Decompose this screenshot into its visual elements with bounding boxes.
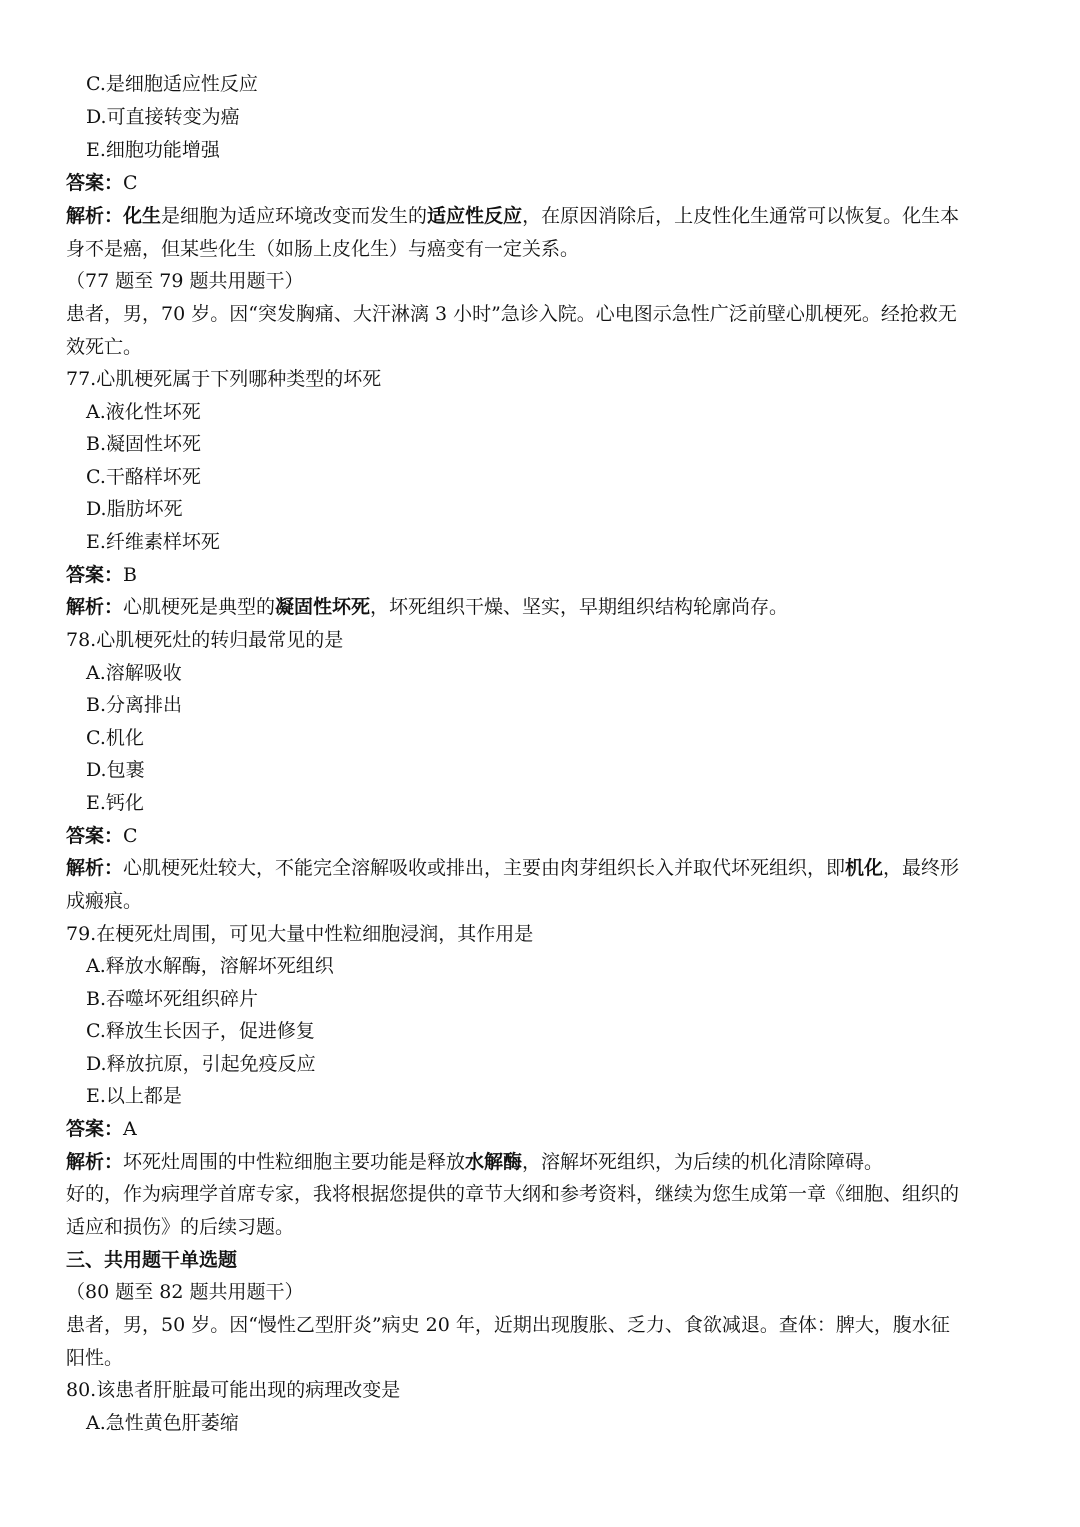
keyword: 化生 <box>123 205 162 227</box>
answer-label: 答案： <box>66 564 124 586</box>
intro-paragraph-cont: 适应和损伤》的后续习题。 <box>66 1216 295 1238</box>
keyword: 适应性反应 <box>427 205 523 227</box>
q79-stem: 79.在梗死灶周围，可见大量中性粒细胞浸润，其作用是 <box>66 923 534 945</box>
explanation-label: 解析： <box>66 596 124 618</box>
answer-value: C <box>123 172 138 194</box>
q80-option-a: A.急性黄色肝萎缩 <box>86 1412 239 1434</box>
q78-option-a: A.溶解吸收 <box>86 662 182 684</box>
q79-explanation <box>66 1150 1020 1174</box>
q78-answer <box>66 824 1020 848</box>
q80-stem: 80.该患者肝脏最可能出现的病理改变是 <box>66 1379 401 1401</box>
q78-stem: 78.心肌梗死灶的转归最常见的是 <box>66 629 344 651</box>
case-header-77-79: （77 题至 79 题共用题干） <box>66 270 304 292</box>
q78-explanation <box>66 856 1020 880</box>
keyword: 机化 <box>845 857 884 879</box>
q76-answer <box>66 171 1020 195</box>
q79-option-a: A.释放水解酶，溶解坏死组织 <box>86 955 334 977</box>
keyword: 凝固性坏死 <box>275 596 371 618</box>
q76-option-e: E.细胞功能增强 <box>86 139 220 161</box>
case-stem-77-79-cont: 效死亡。 <box>66 336 143 358</box>
explanation-label: 解析： <box>66 1151 124 1173</box>
explanation-text: 心肌梗死是典型的 <box>123 596 276 618</box>
explanation-text: 心肌梗死灶较大，不能完全溶解吸收或排出，主要由肉芽组织长入并取代坏死组织，即 <box>123 857 846 879</box>
q79-option-b: B.吞噬坏死组织碎片 <box>86 988 259 1010</box>
section-title: 三、共用题干单选题 <box>66 1249 238 1271</box>
case-stem-80-82: 患者，男，50 岁。因“慢性乙型肝炎”病史 20 年，近期出现腹胀、乏力、食欲减退。查体：脾大，腹水征 <box>66 1314 950 1336</box>
q77-option-b: B.凝固性坏死 <box>86 433 202 455</box>
q77-option-c: C.干酪样坏死 <box>86 466 201 488</box>
explanation-label: 解析： <box>66 205 124 227</box>
q78-explanation-cont: 成瘢痕。 <box>66 890 143 912</box>
explanation-text: 坏死灶周围的中性粒细胞主要功能是释放 <box>123 1151 466 1173</box>
explanation-label: 解析： <box>66 857 124 879</box>
q76-explanation <box>66 204 1020 228</box>
answer-value: B <box>123 564 137 586</box>
explanation-text: ，最终形 <box>883 857 960 879</box>
q76-explanation-cont: 身不是癌，但某些化生（如肠上皮化生）与癌变有一定关系。 <box>66 238 580 260</box>
q77-option-d: D.脂肪坏死 <box>86 498 183 520</box>
q77-option-e: E.纤维素样坏死 <box>86 531 220 553</box>
answer-label: 答案： <box>66 825 124 847</box>
q77-stem: 77.心肌梗死属于下列哪种类型的坏死 <box>66 368 382 390</box>
answer-label: 答案： <box>66 1118 124 1140</box>
answer-value: A <box>123 1118 137 1140</box>
q79-option-e: E.以上都是 <box>86 1085 182 1107</box>
q79-answer <box>66 1117 1020 1141</box>
explanation-text: ，坏死组织干燥、坚实，早期组织结构轮廓尚存。 <box>370 596 789 618</box>
explanation-text: ，溶解坏死组织，为后续的机化清除障碍。 <box>522 1151 884 1173</box>
explanation-text: ，在原因消除后，上皮性化生通常可以恢复。化生本 <box>522 205 960 227</box>
intro-paragraph: 好的，作为病理学首席专家，我将根据您提供的章节大纲和参考资料，继续为您生成第一章《细胞、组织的 <box>66 1183 960 1205</box>
case-stem-80-82-cont: 阳性。 <box>66 1347 124 1369</box>
answer-label: 答案： <box>66 172 124 194</box>
q77-option-a: A.液化性坏死 <box>86 401 201 423</box>
explanation-text: 是细胞为适应环境改变而发生的 <box>161 205 428 227</box>
case-stem-77-79: 患者，男，70 岁。因“突发胸痛、大汗淋漓 3 小时”急诊入院。心电图示急性广泛前壁心肌梗死。经抢救无 <box>66 303 957 325</box>
q79-option-c: C.释放生长因子，促进修复 <box>86 1020 315 1042</box>
q78-option-d: D.包裹 <box>86 759 145 781</box>
case-header-80-82: （80 题至 82 题共用题干） <box>66 1281 304 1303</box>
q77-answer <box>66 563 1020 587</box>
q77-explanation <box>66 595 1020 619</box>
q78-option-c: C.机化 <box>86 727 144 749</box>
answer-value: C <box>123 825 138 847</box>
keyword: 水解酶 <box>465 1151 523 1173</box>
q76-option-d: D.可直接转变为癌 <box>86 106 240 128</box>
q78-option-e: E.钙化 <box>86 792 144 814</box>
q79-option-d: D.释放抗原，引起免疫反应 <box>86 1053 316 1075</box>
q76-option-c: C.是细胞适应性反应 <box>86 73 258 95</box>
q78-option-b: B.分离排出 <box>86 694 183 716</box>
